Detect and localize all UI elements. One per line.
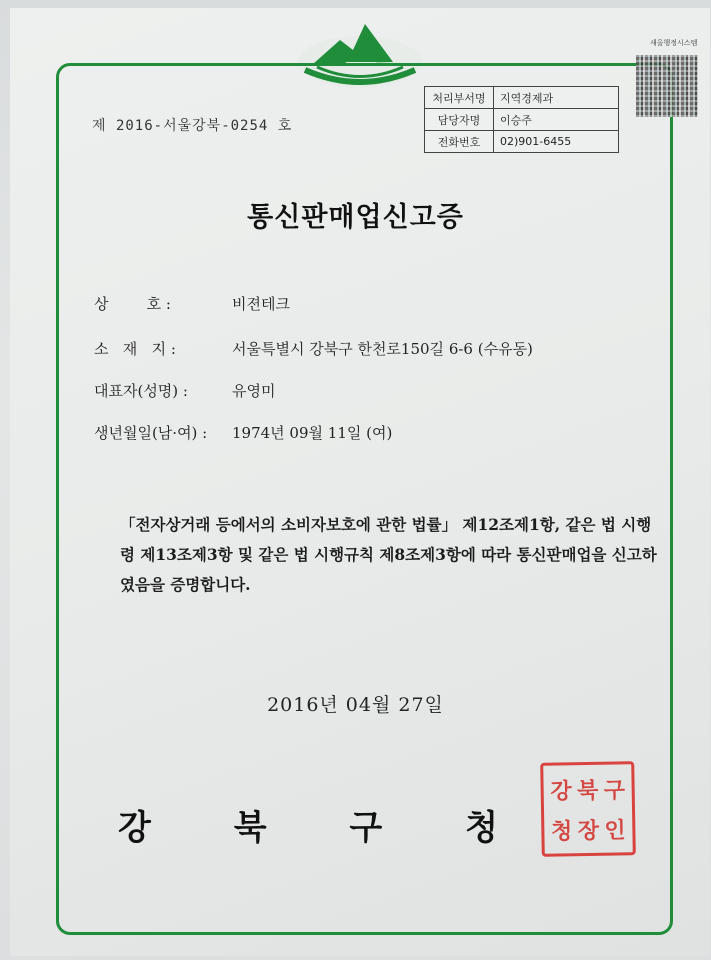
- issuer-char: 구: [349, 808, 383, 848]
- info-row: [425, 87, 619, 109]
- seal-char: 북: [576, 777, 599, 804]
- info-label: 담당자명: [425, 109, 494, 131]
- info-row: [425, 131, 619, 153]
- info-value: 02)901-6455: [494, 131, 619, 153]
- info-label: 처리부서명: [425, 87, 494, 109]
- seal-char: 강: [550, 777, 572, 805]
- field-value: 1974년 09월 11일 (여): [232, 424, 393, 442]
- issuer-char: 강: [118, 808, 151, 848]
- info-row: [425, 109, 619, 131]
- seal-char: 인: [604, 816, 626, 844]
- issuer-name: [118, 800, 498, 849]
- field-label: 대표자(성명) :: [94, 382, 188, 400]
- seal-char: 장: [577, 817, 600, 844]
- qr-caption: 새올행정시스템: [650, 39, 698, 47]
- field-label: 생년월일(남·여) :: [94, 424, 208, 442]
- field-label: 소 재 지 :: [94, 340, 176, 358]
- issuer-char: 북: [233, 808, 267, 848]
- seal-char: 청: [550, 817, 573, 845]
- field-label: 상 호 :: [94, 295, 171, 313]
- field-value: 비젼테크: [232, 295, 290, 313]
- issue-date: 2016년 04월 27일: [267, 694, 444, 716]
- qr-pattern-overlay: [636, 55, 698, 117]
- seal-char: 구: [603, 776, 626, 804]
- info-value: 지역경제과: [494, 87, 619, 109]
- department-info-table: [424, 86, 619, 153]
- info-value: 이승주: [494, 109, 619, 131]
- field-birthdate: [94, 422, 392, 443]
- field-value: 유영미: [232, 382, 276, 400]
- field-representative: [94, 380, 275, 401]
- info-label: 전화번호: [425, 131, 494, 153]
- certification-statement: 「전자상거래 등에서의 소비자보호에 관한 법률」 제12조제1항, 같은 법 시행령 제13조제3항 및 같은 법 시행규칙 제8조제3항에 따라 통신판매업을 신고하였음을 증명합니다.: [120, 515, 657, 594]
- document-number: 제 2016-서울강북-0254 호: [92, 118, 293, 134]
- field-address: [94, 338, 533, 359]
- official-seal-stamp: [540, 761, 636, 857]
- issuer-char: 청: [465, 808, 498, 848]
- document-title: 통신판매업신고증: [247, 202, 464, 233]
- field-value: 서울특별시 강북구 한천로150길 6-6 (수유동): [232, 340, 533, 358]
- field-business-name: [94, 293, 290, 314]
